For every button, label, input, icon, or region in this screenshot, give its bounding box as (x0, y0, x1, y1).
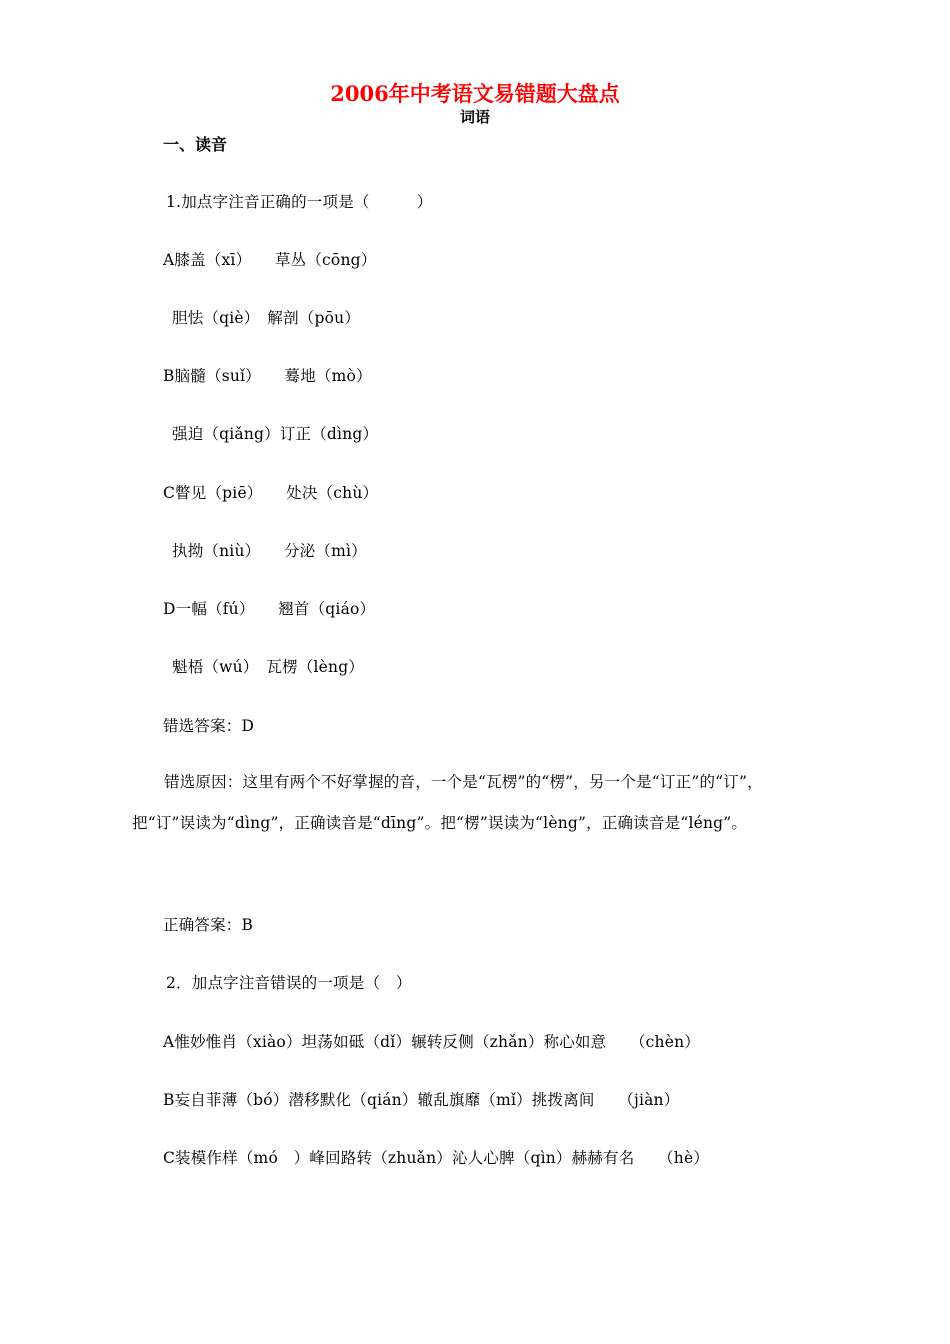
question-1-option-c-line-1: C瞥见（piē） 处决（chù） (163, 484, 379, 502)
question-1-reason (132, 762, 822, 844)
question-2-option-c: C装模作样（mó ）峰回路转（zhuǎn）沁人心脾（qìn）赫赫有名 （hè） (163, 1149, 710, 1167)
question-1-option-d-line-2: 魁梧（wú） 瓦楞（lèng） (172, 658, 365, 676)
question-1-option-a-line-1: A膝盖（xī） 草丛（cōng） (163, 251, 377, 269)
question-1-wrong-answer: 错选答案：D (163, 717, 255, 735)
question-1-option-b-line-2: 强迫（qiǎng）订正（dìng） (172, 425, 379, 443)
question-2-option-b: B妄自菲薄（bó）潜移默化（qián）辙乱旗靡（mǐ）挑拨离间 （jiàn） (163, 1091, 680, 1109)
question-1-option-a-line-2: 胆怯（qiè） 解剖（pōu） (172, 309, 361, 327)
document-title: 2006年中考语文易错题大盘点 (330, 81, 620, 106)
section-heading: 一、读音 (163, 135, 228, 154)
question-1-stem: 1.加点字注音正确的一项是（ ） (166, 193, 433, 211)
question-1-reason-text: 错选原因：这里有两个不好掌握的音，一个是“瓦楞”的“楞”，另一个是“订正”的“订”，把“订”误读为“dìng”，正确读音是“dīng”。把“楞”误读为“lèng”，正确读音是“léng”。 (132, 773, 763, 832)
document-subtitle: 词语 (459, 108, 490, 126)
question-1-option-d-line-1: D一幅（fú） 翘首（qiáo） (163, 600, 376, 618)
question-2-stem: 2．加点字注音错误的一项是（ ） (166, 974, 412, 992)
question-1-option-c-line-2: 执拗（niù） 分泌（mì） (172, 542, 367, 560)
question-1-option-b-line-1: B脑髓（suǐ） 蓦地（mò） (163, 367, 372, 385)
question-1-correct-answer: 正确答案：B (163, 916, 254, 934)
question-2-option-a: A惟妙惟肖（xiào）坦荡如砥（dǐ）辗转反侧（zhǎn）称心如意 （chèn） (163, 1033, 700, 1051)
